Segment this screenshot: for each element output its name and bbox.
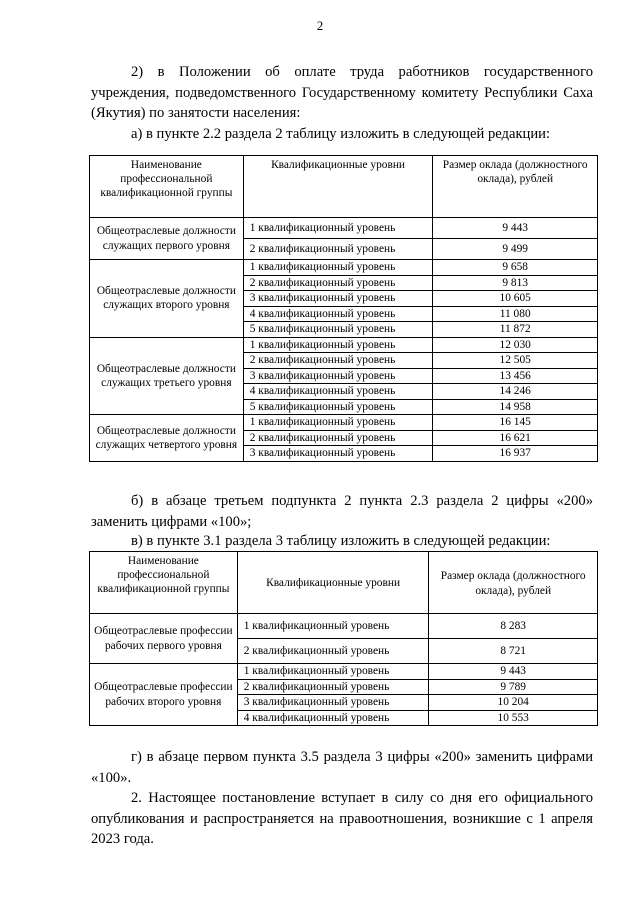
level-cell: 2 квалификационный уровень — [243, 275, 433, 291]
level-cell: 1 квалификационный уровень — [243, 415, 433, 431]
table-header-salary: Размер оклада (должностного оклада), рублей — [429, 552, 598, 614]
level-cell: 5 квалификационный уровень — [243, 399, 433, 415]
level-cell: 2 квалификационный уровень — [237, 679, 429, 695]
paragraph-item-v: в) в пункте 3.1 раздела 3 таблицу изложить в следующей редакции: — [131, 533, 551, 549]
salary-cell: 8 283 — [429, 614, 598, 639]
level-cell: 1 квалификационный уровень — [237, 664, 429, 680]
salary-cell: 16 145 — [433, 415, 598, 431]
level-cell: 2 квалификационный уровень — [243, 353, 433, 369]
salary-cell: 11 080 — [433, 306, 598, 322]
level-cell: 2 квалификационный уровень — [237, 639, 429, 664]
table-header-salary: Размер оклада (должностного оклада), рублей — [433, 156, 598, 218]
group-cell: Общеотраслевые профессии рабочих второго уровня — [90, 664, 238, 726]
salary-cell: 11 872 — [433, 322, 598, 338]
level-cell: 5 квалификационный уровень — [243, 322, 433, 338]
group-cell: Общеотраслевые должности служащих четвертого уровня — [90, 415, 244, 462]
salary-cell: 14 958 — [433, 399, 598, 415]
salary-cell: 10 553 — [429, 710, 598, 726]
level-cell: 1 квалификационный уровень — [243, 260, 433, 276]
salary-cell: 9 443 — [429, 664, 598, 680]
salary-cell: 13 456 — [433, 368, 598, 384]
level-cell: 3 квалификационный уровень — [243, 291, 433, 307]
level-cell: 3 квалификационный уровень — [243, 446, 433, 462]
group-cell: Общеотраслевые должности служащих второго уровня — [90, 260, 244, 338]
salary-cell: 9 499 — [433, 239, 598, 260]
level-cell: 1 квалификационный уровень — [243, 218, 433, 239]
salary-cell: 16 937 — [433, 446, 598, 462]
table-header-group: Наименование профессиональной квалификационной группы — [90, 156, 244, 218]
salary-cell: 9 443 — [433, 218, 598, 239]
level-cell: 3 квалификационный уровень — [243, 368, 433, 384]
level-cell: 4 квалификационный уровень — [237, 710, 429, 726]
salary-cell: 9 658 — [433, 260, 598, 276]
level-cell: 2 квалификационный уровень — [243, 239, 433, 260]
salary-cell: 9 813 — [433, 275, 598, 291]
salary-cell: 12 030 — [433, 337, 598, 353]
salary-cell: 10 204 — [429, 695, 598, 711]
paragraph-amendment-intro: 2) в Положении об оплате труда работников государственного учреждения, подведомственного Государственному комитету Республики Саха (Якутия) по занятости населения: — [91, 64, 593, 121]
paragraph-effective-date: 2. Настоящее постановление вступает в силу со дня его официального опубликования и распространяется на правоотношения, возникшие с 1 апреля 2023 года. — [91, 790, 593, 847]
salary-cell: 14 246 — [433, 384, 598, 400]
salary-table-workers — [89, 551, 598, 726]
salary-cell: 16 621 — [433, 430, 598, 446]
group-cell: Общеотраслевые профессии рабочих первого уровня — [90, 614, 238, 664]
table-header-levels: Квалификационные уровни — [243, 156, 433, 218]
group-cell: Общеотраслевые должности служащих первого уровня — [90, 218, 244, 260]
table-header-levels: Квалификационные уровни — [237, 552, 429, 614]
page-number: 2 — [316, 18, 324, 33]
level-cell: 1 квалификационный уровень — [243, 337, 433, 353]
table-header-group: Наименование профессиональной квалификационной группы — [90, 552, 238, 614]
paragraph-item-g: г) в абзаце первом пункта 3.5 раздела 3 цифры «200» заменить цифрами «100». — [91, 749, 593, 786]
group-cell: Общеотраслевые должности служащих третьего уровня — [90, 337, 244, 415]
salary-cell: 12 505 — [433, 353, 598, 369]
level-cell: 2 квалификационный уровень — [243, 430, 433, 446]
paragraph-item-a: а) в пункте 2.2 раздела 2 таблицу изложить в следующей редакции: — [131, 126, 551, 142]
level-cell: 3 квалификационный уровень — [237, 695, 429, 711]
salary-cell: 10 605 — [433, 291, 598, 307]
salary-cell: 9 789 — [429, 679, 598, 695]
paragraph-item-b: б) в абзаце третьем подпункта 2 пункта 2.3 раздела 2 цифры «200» заменить цифрами «100»; — [91, 493, 593, 530]
level-cell: 4 квалификационный уровень — [243, 384, 433, 400]
level-cell: 4 квалификационный уровень — [243, 306, 433, 322]
salary-table-employees — [89, 155, 598, 462]
salary-cell: 8 721 — [429, 639, 598, 664]
level-cell: 1 квалификационный уровень — [237, 614, 429, 639]
